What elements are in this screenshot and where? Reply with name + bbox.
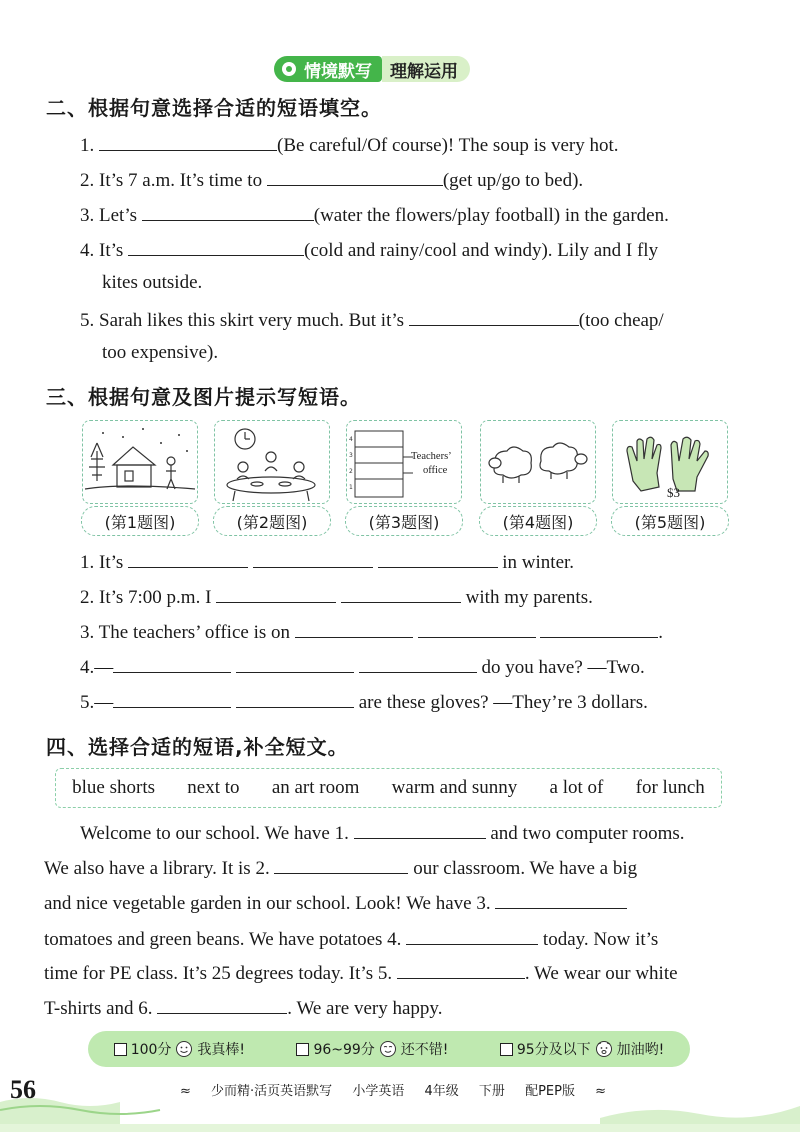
- answer-blank[interactable]: [341, 584, 461, 603]
- answer-blank[interactable]: [409, 307, 579, 326]
- s2-item-3: [80, 202, 669, 227]
- section-badge: [274, 55, 470, 83]
- section2-title: 二、根据句意选择合适的短语填空。: [46, 96, 382, 120]
- badge-sub: 理解运用: [382, 56, 470, 82]
- section3-title: 三、根据句意及图片提示写短语。: [46, 385, 361, 409]
- cheer-face-icon: [595, 1040, 613, 1058]
- para-text: Welcome to our school. We have 1.: [80, 823, 349, 844]
- s2-item-5-cont: too expensive).: [102, 342, 219, 363]
- answer-blank[interactable]: [267, 167, 443, 186]
- s3-item-2: [80, 584, 593, 609]
- score-comment: 还不错!: [400, 1042, 449, 1058]
- word-option: an art room: [271, 777, 360, 798]
- s3-pre: It’s 7:00 p.m. I: [99, 587, 212, 608]
- checkbox[interactable]: [296, 1043, 309, 1056]
- s3-item-5: [80, 689, 648, 714]
- s2-item-4-cont: kites outside.: [102, 272, 203, 293]
- para-line-2: [44, 855, 637, 880]
- para-text: . We wear our white: [524, 963, 678, 984]
- answer-blank[interactable]: [253, 549, 373, 568]
- footer-wave-icon: ≈: [595, 1084, 607, 1099]
- s2-item-2: [80, 167, 583, 192]
- para-text: and two computer rooms.: [490, 823, 685, 844]
- checkbox[interactable]: [114, 1043, 127, 1056]
- picture-1: [82, 420, 198, 504]
- word-option: warm and sunny: [391, 777, 518, 798]
- answer-blank[interactable]: [397, 960, 525, 979]
- caption-5: (第5题图): [611, 506, 729, 536]
- s2-pre: Let’s: [99, 205, 137, 226]
- s3-pre: The teachers’ office is on: [98, 622, 290, 643]
- svg-text:2: 2: [349, 468, 353, 475]
- answer-blank[interactable]: [142, 202, 314, 221]
- score-option-95-below[interactable]: [500, 1039, 664, 1059]
- caption-4: (第4题图): [479, 506, 597, 536]
- svg-text:3: 3: [349, 452, 353, 459]
- s3-item-3: [80, 619, 663, 644]
- answer-blank[interactable]: [113, 689, 231, 708]
- score-label: 96~99分: [313, 1042, 375, 1058]
- answer-blank[interactable]: [236, 654, 354, 673]
- s3-post: do you have? —Two.: [481, 657, 645, 678]
- picture-4: [480, 420, 596, 504]
- sheep-icon: [481, 421, 595, 503]
- answer-blank[interactable]: [406, 926, 538, 945]
- badge-main: [274, 56, 382, 82]
- para-text: our classroom. We have a big: [413, 858, 638, 879]
- para-text: . We are very happy.: [287, 998, 443, 1019]
- answer-blank[interactable]: [295, 619, 413, 638]
- footer-wave-icon: ≈: [180, 1084, 191, 1099]
- score-comment: 我真棒!: [197, 1042, 246, 1058]
- word-option: blue shorts: [72, 777, 155, 798]
- svg-text:1: 1: [349, 484, 353, 491]
- score-bar: [88, 1031, 690, 1067]
- footer-volume: 下册: [478, 1084, 505, 1099]
- s3-num: 2.: [80, 587, 95, 608]
- footer-edition: 配PEP版: [525, 1084, 575, 1099]
- s2-num: 2.: [80, 170, 95, 191]
- word-option: a lot of: [549, 777, 604, 798]
- family-dinner-icon: [215, 421, 329, 503]
- thumbs-up-face-icon: [175, 1040, 193, 1058]
- answer-blank[interactable]: [128, 237, 304, 256]
- answer-blank[interactable]: [99, 132, 277, 151]
- answer-blank[interactable]: [359, 654, 477, 673]
- score-label: 95分及以下: [516, 1042, 591, 1058]
- para-text: T-shirts and 6.: [44, 998, 153, 1019]
- s2-hint: (Be careful/Of course)!: [277, 135, 455, 156]
- badge-icon: [282, 62, 296, 76]
- smile-face-icon: [379, 1040, 397, 1058]
- floor-plan-icon: [347, 421, 461, 503]
- para-line-1: [80, 820, 685, 845]
- pic3-label-1: Teachers’: [411, 451, 452, 462]
- answer-blank[interactable]: [418, 619, 536, 638]
- para-line-3: [44, 890, 627, 915]
- answer-blank[interactable]: [113, 654, 231, 673]
- svg-text:4: 4: [349, 436, 353, 443]
- s2-num: 3.: [80, 205, 95, 226]
- answer-blank[interactable]: [378, 549, 498, 568]
- answer-blank[interactable]: [157, 995, 287, 1014]
- s3-post: in winter.: [502, 552, 575, 573]
- s2-hint: (cold and rainy/cool and windy).: [304, 240, 553, 261]
- s2-post: in the garden.: [560, 205, 669, 226]
- word-option: for lunch: [635, 777, 705, 798]
- answer-blank[interactable]: [274, 855, 408, 874]
- footer-series: 少而精·活页英语默写: [211, 1084, 333, 1099]
- para-line-4: [44, 926, 658, 951]
- s2-num: 4.: [80, 240, 95, 261]
- caption-2: (第2题图): [213, 506, 331, 536]
- footer-subject: 小学英语: [352, 1084, 405, 1099]
- para-text: We also have a library. It is 2.: [44, 858, 270, 879]
- s2-item-1: [80, 132, 619, 157]
- answer-blank[interactable]: [236, 689, 354, 708]
- picture-5: [612, 420, 728, 504]
- answer-blank[interactable]: [128, 549, 248, 568]
- s3-post: with my parents.: [465, 587, 593, 608]
- s3-pre: —: [94, 657, 114, 678]
- s2-pre: It’s: [99, 240, 124, 261]
- s3-post: .: [658, 622, 663, 643]
- caption-3: (第3题图): [345, 506, 463, 536]
- word-option: next to: [187, 777, 240, 798]
- s3-pre: —: [94, 692, 114, 713]
- s2-num: 1.: [80, 135, 95, 156]
- s3-post: are these gloves? —They’re 3 dollars.: [358, 692, 648, 713]
- score-option-100[interactable]: [114, 1039, 245, 1059]
- para-text: today. Now it’s: [542, 929, 659, 950]
- pic3-label-2: office: [423, 465, 448, 476]
- s3-item-4: [80, 654, 645, 679]
- gloves-icon: [613, 421, 727, 503]
- s2-hint: (too cheap/: [578, 310, 664, 331]
- s2-post: The soup is very hot.: [454, 135, 619, 156]
- s2-hint: (water the flowers/play football): [313, 205, 561, 226]
- section4-title: 四、选择合适的短语,补全短文。: [46, 735, 349, 759]
- picture-3: [346, 420, 462, 504]
- picture-2: [214, 420, 330, 504]
- s3-num: 4.: [80, 657, 95, 678]
- s2-pre: It’s 7 a.m. It’s time to: [99, 170, 263, 191]
- para-text: and nice vegetable garden in our school. Look! We have 3.: [44, 893, 491, 914]
- answer-blank[interactable]: [495, 890, 627, 909]
- s2-item-4: [80, 237, 658, 262]
- answer-blank[interactable]: [540, 619, 658, 638]
- caption-1: (第1题图): [81, 506, 199, 536]
- s3-item-1: [80, 549, 574, 574]
- s2-num: 5.: [80, 310, 95, 331]
- s3-num: 1.: [80, 552, 95, 573]
- s2-post: Lily and I fly: [552, 240, 659, 261]
- word-bank: [55, 768, 722, 808]
- s2-item-5: [80, 307, 664, 332]
- answer-blank[interactable]: [354, 820, 486, 839]
- score-option-96-99[interactable]: [296, 1039, 448, 1059]
- para-line-5: [44, 960, 678, 985]
- score-label: 100分: [130, 1042, 172, 1058]
- s3-num: 3.: [80, 622, 95, 643]
- footer-grade: 4年级: [424, 1084, 459, 1099]
- badge-main-label: 情境默写: [304, 61, 372, 82]
- s3-pre: It’s: [99, 552, 124, 573]
- para-text: tomatoes and green beans. We have potatoes 4.: [44, 929, 402, 950]
- score-comment: 加油哟!: [616, 1042, 665, 1058]
- s2-hint: (get up/go to bed).: [442, 170, 584, 191]
- checkbox[interactable]: [500, 1043, 513, 1056]
- winter-house-icon: [83, 421, 197, 503]
- page-number: 56: [10, 1075, 36, 1104]
- para-line-6: [44, 995, 442, 1020]
- answer-blank[interactable]: [216, 584, 336, 603]
- para-text: time for PE class. It’s 25 degrees today. It’s 5.: [44, 963, 393, 984]
- s2-pre: Sarah likes this skirt very much. But it’s: [99, 310, 405, 331]
- s3-num: 5.: [80, 692, 95, 713]
- footer-text: [180, 1080, 622, 1099]
- pic5-price: $3: [667, 485, 680, 500]
